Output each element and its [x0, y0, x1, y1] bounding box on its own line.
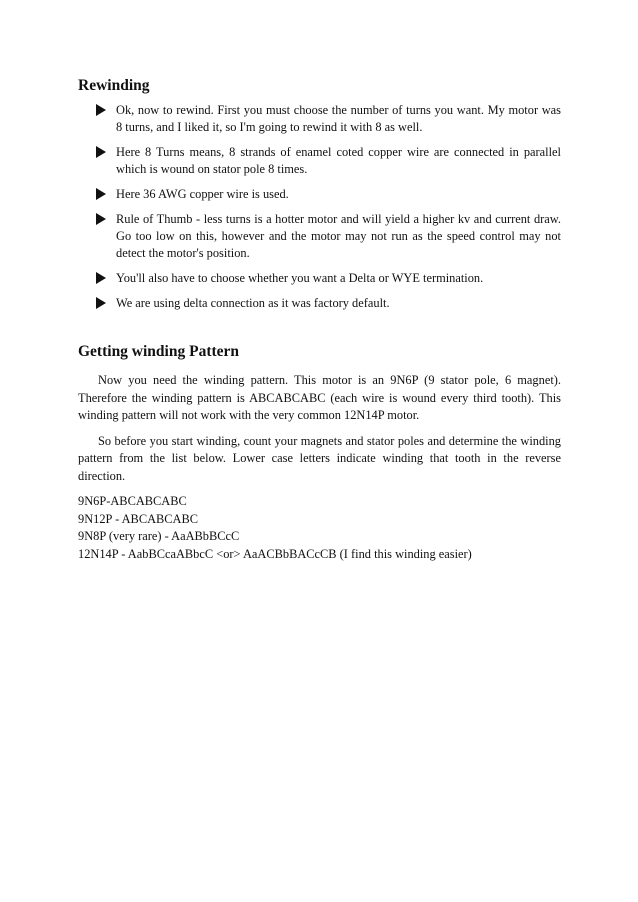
bullet-text: Rule of Thumb - less turns is a hotter motor and will yield a higher kv and current draw. Go too low on this, however and the motor may not run as the speed control may not detect the motor's position. — [116, 212, 561, 260]
bullet-item — [78, 186, 561, 203]
bullet-item — [78, 102, 561, 136]
bullet-text: Here 8 Turns means, 8 strands of enamel coted copper wire are connected in parallel which is wound on stator pole 8 times. — [116, 145, 561, 176]
bullet-text: Here 36 AWG copper wire is used. — [116, 187, 289, 201]
bullet-text: Ok, now to rewind. First you must choose the number of turns you want. My motor was 8 turns, and I liked it, so I'm going to rewind it with 8 as well. — [116, 103, 561, 134]
bullet-item — [78, 270, 561, 287]
bullet-text: We are using delta connection as it was factory default. — [116, 296, 390, 310]
body-paragraph: So before you start winding, count your magnets and stator poles and determine the winding pattern from the list below. Lower case letters indicate winding that tooth in the reverse direction. — [78, 433, 561, 483]
bullet-arrow-icon — [96, 213, 106, 225]
rewinding-heading: Rewinding — [78, 77, 150, 94]
bullet-item — [78, 211, 561, 262]
pattern-line: 9N8P (very rare) - AaABbBCcC — [78, 529, 240, 543]
bullet-arrow-icon — [96, 104, 106, 116]
pattern-line: 9N12P - ABCABCABC — [78, 511, 199, 526]
winding-pattern-heading: Getting winding Pattern — [78, 343, 240, 360]
pattern-line: 9N6P-ABCABCABC — [78, 494, 187, 508]
document-page — [78, 76, 561, 563]
winding-pattern-section — [78, 342, 561, 563]
rewinding-section — [78, 76, 561, 312]
bullet-text: You'll also have to choose whether you want a Delta or WYE termination. — [116, 271, 484, 285]
bullet-arrow-icon — [96, 272, 106, 284]
bullet-arrow-icon — [96, 146, 106, 158]
bullet-arrow-icon — [96, 188, 106, 200]
pattern-line: 12N14P - AabBCcaABbcC <or> AaACBbBACcCB (I find this winding easier) — [78, 546, 472, 561]
winding-pattern-list — [78, 493, 561, 563]
rewinding-bullet-list — [78, 102, 561, 312]
bullet-arrow-icon — [96, 297, 106, 309]
bullet-item — [78, 295, 561, 312]
body-paragraph: Now you need the winding pattern. This motor is an 9N6P (9 stator pole, 6 magnet). Therefore the winding pattern is ABCABCABC (each wire is wound every third tooth). This winding pattern will not work with the very common 12N14P motor. — [78, 373, 561, 422]
bullet-item — [78, 144, 561, 178]
